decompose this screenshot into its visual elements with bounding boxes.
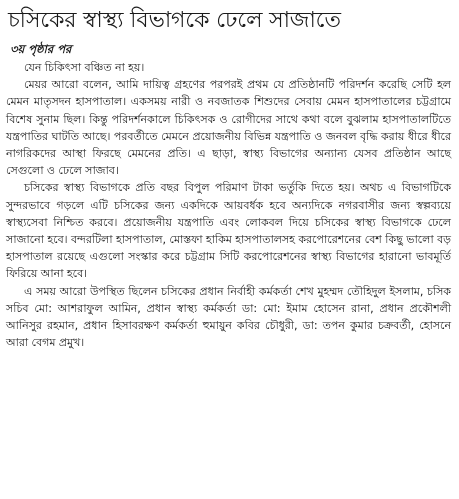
article-paragraph-3: চসিকের স্বাস্থ্য বিভাগকে প্রতি বছর বিপুল পরিমাণ টাকা ভর্তুকি দিতে হয়। অথচ এ বিভাগটিকে সুন্দরভাবে গড়লে এটি চসিকের জন্য একদিকে আয়বর্ধক হবে অন্যদিকে নগরবাসীর জন্য স্বল্পব্যয়ে স্বাস্থ্যসেবা নিশ্চিত করবে। প্রয়োজনীয় যন্ত্রপাতি এবং লোকবল দিয়ে চসিকের স্বাস্থ্য বিভাগকে ঢেলে সাজানো হবে। বন্দরটিলা হাসপাতাল, মোস্তফা হাকিম হাসপাতালসহ করপোরেশনের বেশ কিছু ভালো বড় হাসপাতাল রয়েছে এগুলো সংস্কার করে চট্টগ্রাম সিটি করপোরেশনের স্বাস্থ্য বিভাগের হারানো ভাবমূর্তি ফিরিয়ে আনা হবে।: [6, 181, 451, 281]
article-headline: চসিকের স্বাস্থ্য বিভাগকে ঢেলে সাজাতে: [8, 8, 341, 33]
article-paragraph-1: যেন চিকিৎসা বঞ্চিত না হয়।: [24, 61, 145, 74]
continued-from-label: ৩য় পৃষ্ঠার পর: [10, 42, 72, 56]
article-paragraph-2: মেয়র আরো বলেন, আমি দায়িত্ব গ্রহণের পরপরই প্রথম যে প্রতিষ্ঠানটি পরিদর্শন করেছি সেটি হল মেমন মাতৃসদন হাসপাতাল। একসময় নারী ও নবজাতক শিশুদের সেবায় মেমন হাসপাতালের চট্টগ্রামে বিশেষ সুনাম ছিল। কিন্তু পরিদর্শনকালে চিকিৎসক ও রোগীদের সাথে কথা বলে বুঝলাম হাসপাতালটিতে যন্ত্রপাতির ঘাটতি আছে। পরবর্তীতে মেমনে প্রয়োজনীয় বিভিন্ন যন্ত্রপাতি ও জনবল বৃদ্ধি করায় ধীরে ধীরে নাগরিকদের আস্থা ফিরছে মেমনের প্রতি। এ ছাড়া, স্বাস্থ্য বিভাগের অন্যান্য যেসব প্রতিষ্ঠান আছে সেগুলো ও ঢেলে সাজাব।: [6, 78, 451, 178]
article-paragraph-4: এ সময় আরো উপস্থিত ছিলেন চসিকের প্রধান নির্বাহী কর্মকর্তা শেখ মুহম্মদ তৌহিদুল ইসলাম, চসিক সচিব মো: আশরাফুল আমিন, প্রধান স্বাস্থ্য কর্মকর্তা ডা: মো: ইমাম হোসেন রানা, প্রধান প্রকৌশলী আনিসুর রহমান, প্রধান হিসাবরক্ষণ কর্মকর্তা হুমায়ুন কবির চৌধুরী, ডা: তপন কুমার চক্রবর্তী, হোসনে আরা বেগম প্রমুখ।: [6, 284, 451, 350]
